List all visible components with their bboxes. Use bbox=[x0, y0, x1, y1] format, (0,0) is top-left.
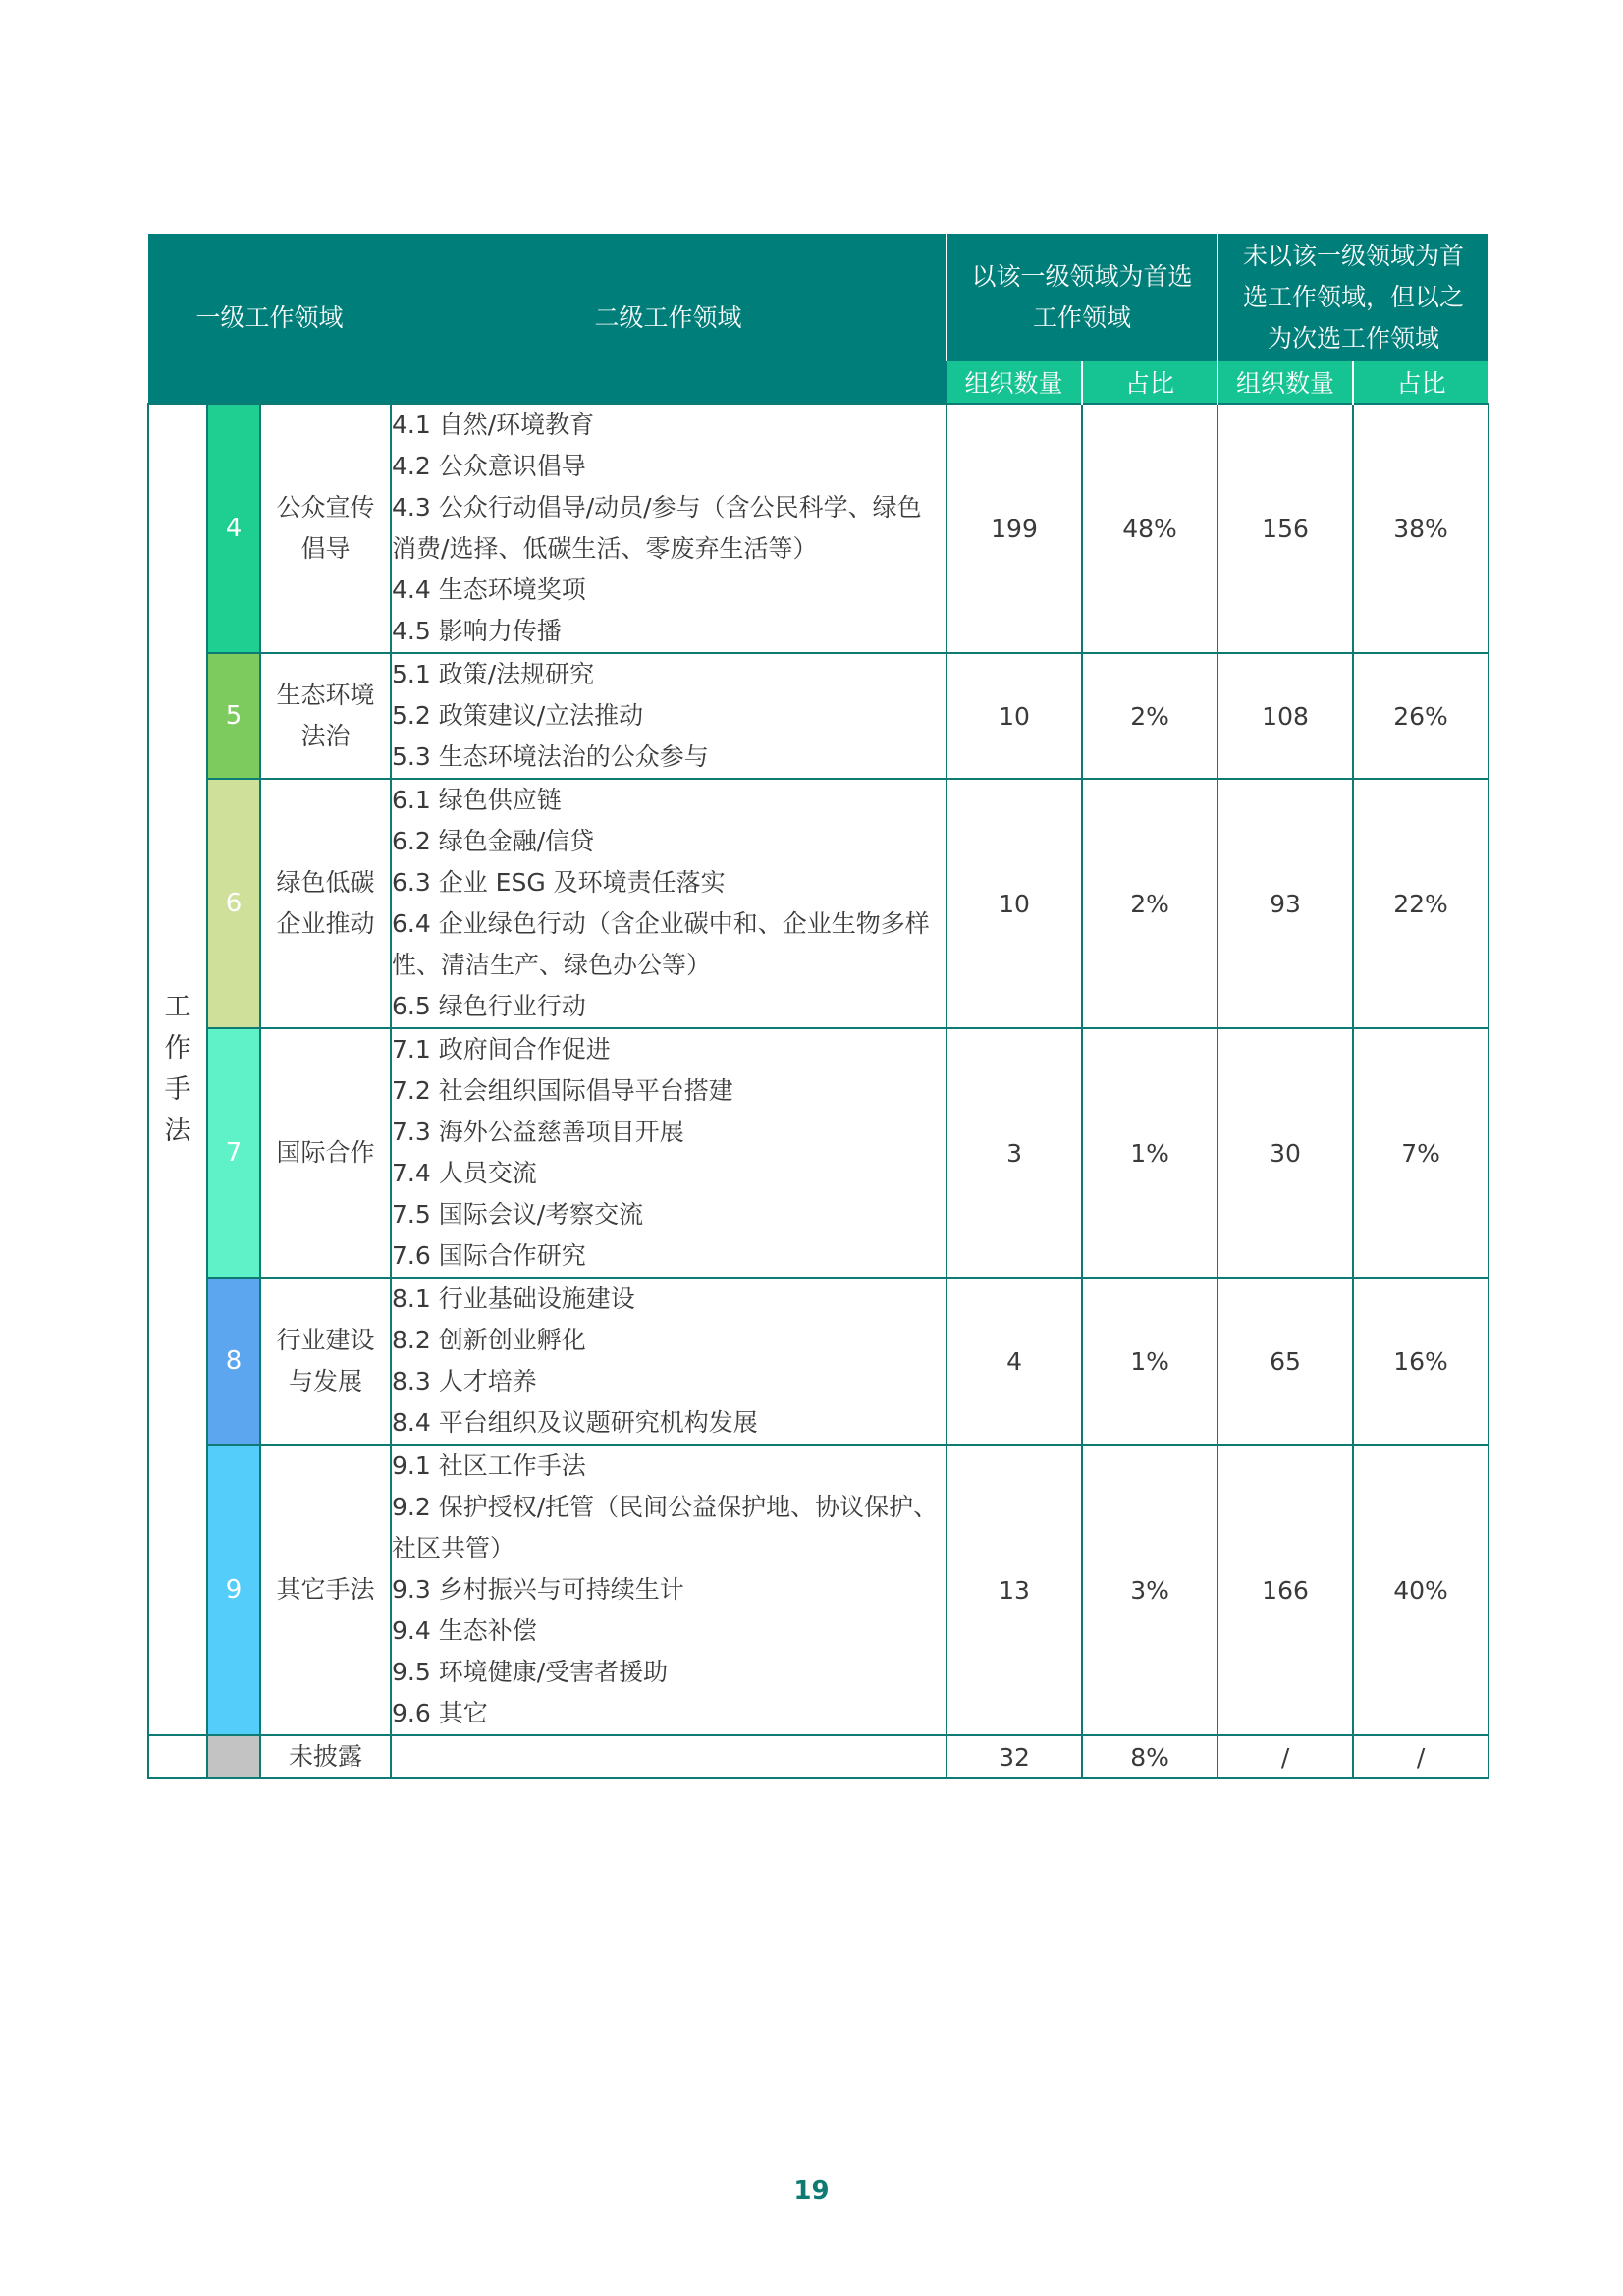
subcategory-item: 6.1 绿色供应链 bbox=[392, 786, 562, 814]
category-name-cell bbox=[260, 1028, 391, 1278]
subcategory-item: 8.1 行业基础设施建设 bbox=[392, 1285, 635, 1313]
header-primary-ratio: 占比 bbox=[1082, 361, 1217, 404]
subcategory-item: 7.2 社会组织国际倡导平台搭建 bbox=[392, 1076, 733, 1105]
subcategory-item: 5.2 政策建议/立法推动 bbox=[392, 701, 644, 730]
secondary-count: 65 bbox=[1217, 1278, 1353, 1445]
category-number: 4 bbox=[207, 404, 260, 653]
category-name-cell bbox=[260, 404, 391, 653]
subcategory-list bbox=[391, 404, 947, 653]
undisclosed-subcategory-empty bbox=[391, 1735, 947, 1778]
subcategory-item: 7.5 国际会议/考察交流 bbox=[392, 1200, 644, 1229]
primary-ratio: 1% bbox=[1082, 1028, 1217, 1278]
subcategory-list bbox=[391, 653, 947, 779]
secondary-ratio: 38% bbox=[1353, 404, 1488, 653]
secondary-ratio: 26% bbox=[1353, 653, 1488, 779]
primary-ratio: 2% bbox=[1082, 779, 1217, 1028]
primary-count: 199 bbox=[947, 404, 1082, 653]
secondary-count: 93 bbox=[1217, 779, 1353, 1028]
group-label-cell bbox=[148, 404, 207, 1735]
subcategory-item: 9.2 保护授权/托管（民间公益保护地、协议保护、社区共管） bbox=[392, 1493, 939, 1562]
primary-count: 32 bbox=[947, 1735, 1082, 1778]
primary-ratio: 1% bbox=[1082, 1278, 1217, 1445]
secondary-ratio: 40% bbox=[1353, 1445, 1488, 1735]
subcategory-item: 5.1 政策/法规研究 bbox=[392, 660, 595, 688]
subcategory-list bbox=[391, 1278, 947, 1445]
subcategory-item: 5.3 生态环境法治的公众参与 bbox=[392, 742, 709, 771]
subcategory-item: 9.3 乡村振兴与可持续生计 bbox=[392, 1575, 684, 1604]
category-name-cell bbox=[260, 779, 391, 1028]
undisclosed-swatch bbox=[207, 1735, 260, 1778]
category-name: 公众宣传 倡导 bbox=[276, 493, 375, 563]
subcategory-item: 7.3 海外公益慈善项目开展 bbox=[392, 1118, 684, 1146]
secondary-count: 108 bbox=[1217, 653, 1353, 779]
primary-count: 10 bbox=[947, 779, 1082, 1028]
category-name: 绿色低碳 企业推动 bbox=[276, 868, 375, 938]
secondary-ratio: 16% bbox=[1353, 1278, 1488, 1445]
subcategory-item: 8.3 人才培养 bbox=[392, 1367, 537, 1395]
group-label: 工 作 手 法 bbox=[164, 992, 191, 1146]
category-number: 7 bbox=[207, 1028, 260, 1278]
page-number: 19 bbox=[793, 2176, 830, 2206]
subcategory-item: 6.4 企业绿色行动（含企业碳中和、企业生物多样性、清洁生产、绿色办公等） bbox=[392, 909, 930, 979]
table-body bbox=[148, 404, 1488, 1778]
table-row bbox=[148, 1445, 1488, 1735]
subcategory-item: 4.3 公众行动倡导/动员/参与（含公民科学、绿色消费/选择、低碳生活、零废弃生活等） bbox=[392, 493, 922, 563]
category-name-cell bbox=[260, 1278, 391, 1445]
secondary-count: / bbox=[1217, 1735, 1353, 1778]
subcategory-item: 6.5 绿色行业行动 bbox=[392, 992, 586, 1020]
work-domain-table bbox=[147, 234, 1489, 1779]
undisclosed-name: 未披露 bbox=[260, 1735, 391, 1778]
subcategory-item: 4.2 公众意识倡导 bbox=[392, 452, 586, 480]
header-level2: 二级工作领域 bbox=[391, 234, 947, 404]
primary-count: 13 bbox=[947, 1445, 1082, 1735]
subcategory-item: 9.5 环境健康/受害者援助 bbox=[392, 1658, 669, 1686]
primary-count: 4 bbox=[947, 1278, 1082, 1445]
subcategory-item: 6.3 企业 ESG 及环境责任落实 bbox=[392, 868, 726, 897]
header-secondary-ratio: 占比 bbox=[1353, 361, 1488, 404]
category-number: 9 bbox=[207, 1445, 260, 1735]
subcategory-item: 9.4 生态补偿 bbox=[392, 1616, 537, 1645]
secondary-count: 166 bbox=[1217, 1445, 1353, 1735]
header-level1: 一级工作领域 bbox=[148, 234, 391, 404]
subcategory-item: 4.4 生态环境奖项 bbox=[392, 575, 586, 604]
table-row bbox=[148, 1028, 1488, 1278]
category-name: 国际合作 bbox=[276, 1138, 375, 1167]
subcategory-list bbox=[391, 779, 947, 1028]
header-primary: 以该一级领域为首选 工作领域 bbox=[947, 234, 1217, 361]
primary-ratio: 2% bbox=[1082, 653, 1217, 779]
primary-ratio: 8% bbox=[1082, 1735, 1217, 1778]
table-row bbox=[148, 1278, 1488, 1445]
table-row-undisclosed bbox=[148, 1735, 1488, 1778]
subcategory-list bbox=[391, 1445, 947, 1735]
category-name-cell bbox=[260, 1445, 391, 1735]
table-row bbox=[148, 653, 1488, 779]
subcategory-item: 8.2 创新创业孵化 bbox=[392, 1326, 586, 1354]
subcategory-item: 7.1 政府间合作促进 bbox=[392, 1035, 611, 1064]
secondary-ratio: 7% bbox=[1353, 1028, 1488, 1278]
subcategory-list bbox=[391, 1028, 947, 1278]
subcategory-item: 4.1 自然/环境教育 bbox=[392, 410, 595, 439]
subcategory-item: 6.2 绿色金融/信贷 bbox=[392, 827, 595, 855]
category-number: 5 bbox=[207, 653, 260, 779]
table-row bbox=[148, 404, 1488, 653]
primary-ratio: 48% bbox=[1082, 404, 1217, 653]
category-number: 8 bbox=[207, 1278, 260, 1445]
subcategory-item: 4.5 影响力传播 bbox=[392, 617, 562, 645]
empty-group-cell bbox=[148, 1735, 207, 1778]
subcategory-item: 7.4 人员交流 bbox=[392, 1159, 537, 1187]
secondary-ratio: 22% bbox=[1353, 779, 1488, 1028]
subcategory-item: 7.6 国际合作研究 bbox=[392, 1241, 586, 1270]
subcategory-item: 9.6 其它 bbox=[392, 1699, 488, 1727]
subcategory-item: 9.1 社区工作手法 bbox=[392, 1451, 586, 1480]
category-name: 其它手法 bbox=[276, 1575, 375, 1604]
header-secondary: 未以该一级领域为首 选工作领域，但以之 为次选工作领域 bbox=[1217, 234, 1488, 361]
subcategory-item: 8.4 平台组织及议题研究机构发展 bbox=[392, 1408, 758, 1437]
category-name: 生态环境 法治 bbox=[276, 681, 375, 750]
secondary-ratio: / bbox=[1353, 1735, 1488, 1778]
secondary-count: 156 bbox=[1217, 404, 1353, 653]
header-primary-count: 组织数量 bbox=[947, 361, 1082, 404]
secondary-count: 30 bbox=[1217, 1028, 1353, 1278]
primary-count: 3 bbox=[947, 1028, 1082, 1278]
header-secondary-count: 组织数量 bbox=[1217, 361, 1353, 404]
category-number: 6 bbox=[207, 779, 260, 1028]
primary-ratio: 3% bbox=[1082, 1445, 1217, 1735]
category-name-cell bbox=[260, 653, 391, 779]
category-name: 行业建设 与发展 bbox=[276, 1326, 375, 1395]
table-row bbox=[148, 779, 1488, 1028]
primary-count: 10 bbox=[947, 653, 1082, 779]
